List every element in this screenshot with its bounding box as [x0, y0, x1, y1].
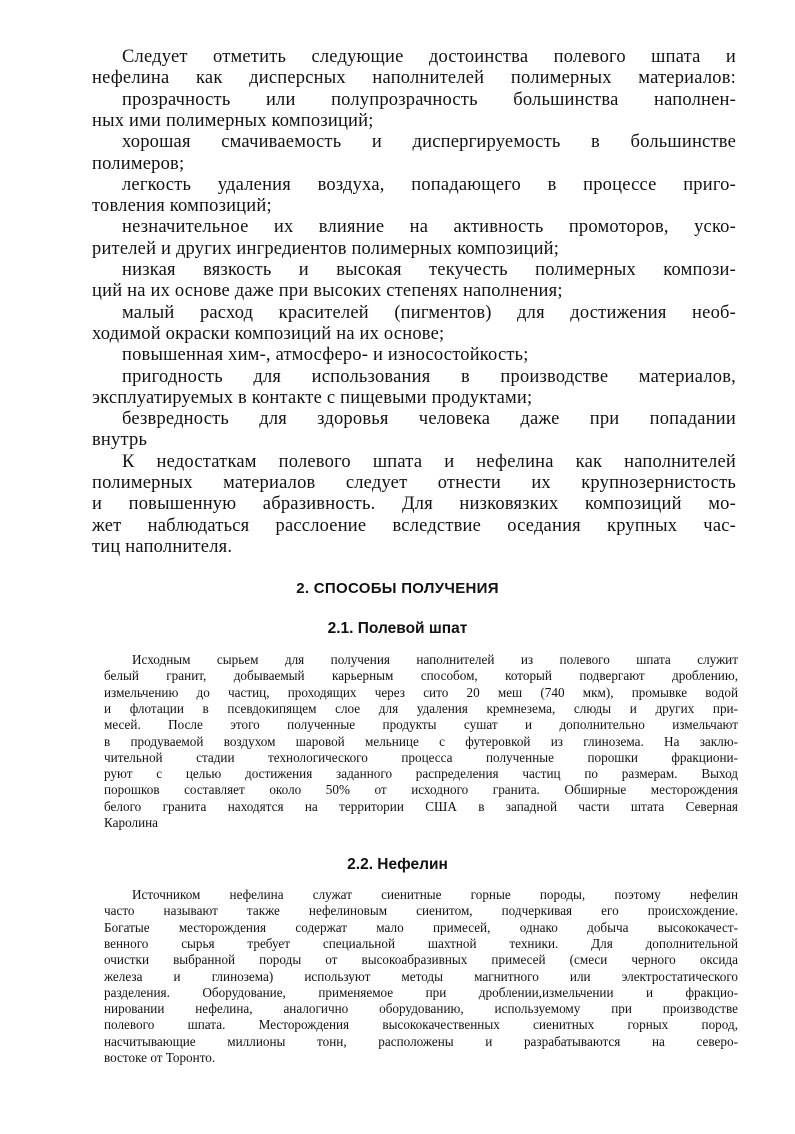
text-line: очистки выбранной породы от высокоабразивных примесей (смеси черного оксида [104, 952, 738, 968]
text-line: месей. После этого полученные продукты сушат и дополнительно измельчают [104, 717, 738, 733]
text-line: тиц наполнителя. [92, 536, 233, 557]
text-line: насчитывающие миллионы тонн, расположены и разрабатываются на северо- [104, 1033, 738, 1049]
text-line: жет наблюдаться расслоение вследствие оседания крупных час- [92, 515, 736, 536]
text-line: Исходным сырьем для получения наполнителей из полевого шпата служит [132, 652, 738, 667]
text-line: низкая вязкость и высокая текучесть полимерных компози- [122, 260, 736, 280]
text-line: хорошая смачиваемость и диспергируемость в большинстве [122, 132, 736, 153]
text-line: порошков составляет около 50% от исходного гранита. Обширные месторождения [104, 782, 738, 798]
text-line: пригодность для использования в производстве материалов, [122, 366, 736, 387]
text-line: прозрачность или полупрозрачность большинства наполнен- [122, 89, 736, 110]
text-line: ных ими полимерных композиций; [92, 110, 374, 131]
text-line: часто называют также нефелиновым сиенитом, подчеркивая его происхождение. [104, 903, 738, 919]
text-line: в продуваемой воздухом шаровой мельнице с футеровкой из глинозема. На заклю- [104, 733, 738, 749]
text-line: нефелина как дисперсных наполнителей полимерных материалов: [92, 68, 736, 89]
text-line: легкость удаления воздуха, попадающего в процессе приго- [122, 174, 736, 195]
text-line: полимерных материалов следует отнести их крупнозернистость [92, 473, 736, 493]
text-line: измельчению до частиц, проходящих через сито 20 меш (740 мкм), промывке водой [104, 684, 738, 700]
text-line: разделения. Оборудование, применяемое при дроблении,измельчении и фракцио- [104, 984, 738, 1000]
text-line: ходимой окраски композиций на их основе; [92, 323, 445, 344]
text-line: венного сырья требует специальной шахтной техники. Для дополнительной [104, 935, 738, 951]
text-line: белого гранита находятся на территории США в западной части штата Северная [104, 798, 738, 814]
text-line: безвредность для здоровья человека даже при попадании [122, 409, 736, 430]
text-line: товления композиций; [92, 196, 272, 217]
text-line: внутрь [92, 430, 148, 451]
text-line: нировании нефелина, аналогично оборудованию, используемому при производстве [104, 1001, 738, 1017]
section-heading: 2. СПОСОБЫ ПОЛУЧЕНИЯ [296, 580, 499, 597]
text-line: востоке от Торонто. [104, 1050, 216, 1065]
subsection-heading-feldspar: 2.1. Полевой шпат [327, 620, 468, 637]
text-line: чительной стадии технологического процесса полученные порошки фракциони- [104, 749, 738, 765]
text-line: Каролина [104, 815, 159, 830]
text-line: и повышенную абразивность. Для низковязких композиций мо- [92, 494, 736, 515]
text-line: и флотации в псевдокипящем слое для удаления кремнезема, слюды и других при- [104, 700, 738, 716]
text-line: повышенная хим-, атмосферо- и износостойкость; [122, 345, 529, 366]
text-line: железа и глинозема) используют методы магнитного или электростатического [104, 968, 738, 984]
text-line: ций на их основе даже при высоких степенях наполнения; [92, 281, 563, 302]
text-line: Следует отметить следующие достоинства полевого шпата и [122, 47, 736, 67]
text-line: Богатые месторождения содержат мало примесей, однако добыча высококачест- [104, 919, 738, 935]
text-line: Источником нефелина служат сиенитные горные породы, поэтому нефелин [132, 887, 738, 902]
text-line: эксплуатируемых в контакте с пищевыми продуктами; [92, 387, 533, 408]
text-line: полевого шпата. Месторождения высококачественных сиенитных горных пород, [104, 1017, 738, 1033]
text-line: полимеров; [92, 153, 185, 174]
text-line: руют с целью достижения заданного распределения частиц по размерам. Выход [104, 766, 738, 782]
text-line: белый гранит, добываемый карьерным способом, который подвергают дроблению, [104, 668, 738, 684]
text-line: незначительное их влияние на активность промоторов, уско- [122, 217, 736, 238]
subsection-heading-nepheline: 2.2. Нефелин [347, 856, 448, 873]
text-line: малый расход красителей (пигментов) для достижения необ- [122, 302, 736, 323]
text-line: рителей и других ингредиентов полимерных композиций; [92, 238, 560, 259]
text-line: К недостаткам полевого шпата и нефелина как наполнителей [122, 451, 736, 472]
